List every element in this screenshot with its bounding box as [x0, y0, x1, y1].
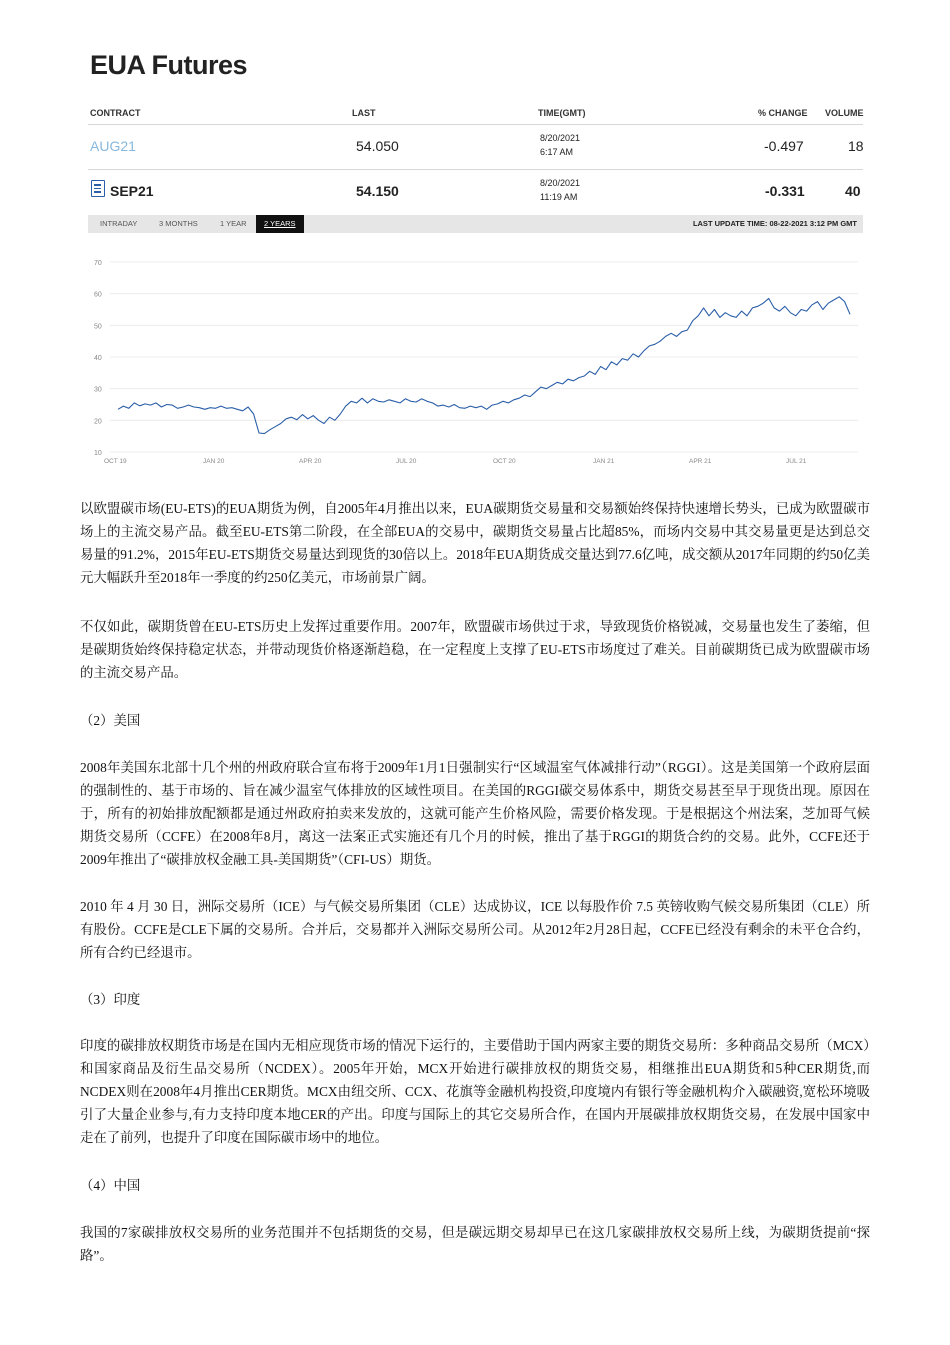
x-tick-label: OCT 20 — [493, 458, 516, 465]
trade-clock: 6:17 AM — [540, 147, 574, 157]
x-axis — [104, 458, 807, 465]
price-line — [118, 297, 850, 434]
contract-label[interactable]: SEP21 — [110, 183, 154, 199]
trade-date: 8/20/2021 — [540, 133, 581, 143]
volume: 40 — [845, 183, 861, 199]
y-tick-label: 50 — [94, 323, 102, 331]
y-tick-label: 10 — [94, 450, 102, 457]
range-tabs — [88, 215, 863, 233]
table-row[interactable] — [88, 125, 863, 170]
y-tick-label: 30 — [94, 386, 102, 394]
article-body — [80, 1034, 870, 1149]
chart-grid — [110, 262, 858, 452]
x-tick-label: JUL 20 — [396, 458, 417, 465]
heading-india: （3）印度 — [80, 992, 141, 1007]
last-update-time: LAST UPDATE TIME: 08-22-2021 3:12 PM GMT — [692, 219, 857, 228]
volume: 18 — [848, 138, 864, 154]
percent-change: -0.331 — [765, 183, 805, 199]
trade-time — [540, 131, 580, 159]
header-time: TIME(GMT) — [538, 108, 586, 118]
trade-time — [540, 176, 580, 204]
last-price: 54.050 — [356, 138, 399, 154]
table-header — [88, 100, 863, 125]
trade-clock: 11:19 AM — [540, 192, 578, 202]
paragraph: 印度的碳排放权期货市场是在国内无相应现货市场的情况下运行的，主要借助于国内两家主要的期货交易所：多种商品交易所（MCX）和国家商品及衍生品交易所（NCDEX）。2005年开始，MCX开始进行碳排放权的期货交易，相继推出EUA期货和5种CER期货,而NCDEX则在2008年4月推出CER期货。MCX由纽交所、CCX、花旗等金融机构投资,印度境内有银行等金融机构介入碳融资,宽松环境吸引了大量企业参与,有力支持印度本地CER的产出。印度与国际上的其它交易所合作，在国内开展碳排放权期货交易，在发展中国家中走在了前列，也提升了印度在国际碳市场中的地位。 — [80, 1038, 870, 1145]
last-price: 54.150 — [356, 183, 399, 199]
tab-3-months[interactable]: 3 MONTHS — [159, 219, 198, 228]
x-tick-label: JAN 20 — [203, 458, 225, 465]
heading-china: （4）中国 — [80, 1178, 141, 1193]
tab-1-year[interactable]: 1 YEAR — [220, 219, 247, 228]
x-tick-label: JAN 21 — [593, 458, 615, 465]
tab-intraday[interactable]: INTRADAY — [100, 219, 138, 228]
contract-link[interactable]: AUG21 — [90, 138, 136, 154]
y-tick-label: 70 — [94, 260, 102, 267]
price-chart — [88, 240, 863, 470]
paragraph: 不仅如此，碳期货曾在EU-ETS历史上发挥过重要作用。2007年，欧盟碳市场供过于求，导致现货价格锐减，交易量也发生了萎缩，但是碳期货始终保持稳定状态，并带动现货价格逐渐趋稳，在一定程度上支撑了EU-ETS市场度过了难关。目前碳期货已成为欧盟碳市场的主流交易产品。 — [80, 619, 870, 680]
header-contract: CONTRACT — [90, 108, 141, 118]
paragraph: 2008年美国东北部十几个州的州政府联合宣布将于2009年1月1日强制实行“区域温室气体减排行动”（RGGI）。这是美国第一个政府层面的强制性的、基于市场的、旨在减少温室气体排放的区域性项目。在美国的RGGI碳交易体系中，期货交易甚至早于现货出现。原因在于，所有的初始排放配额都是通过州政府拍卖来发放的，这就可能产生价格风险，需要价格发现。于是根据这个州法案，芝加哥气候期货交易所（CCFE）在2008年8月，离这一法案正式实施还有几个月的时候，推出了基于RGGI的期货合约的交易。此外，CCFE还于2009年推出了“碳排放权金融工具-美国期货”（CFI-US）期货。 — [80, 760, 870, 867]
article-body — [80, 1221, 870, 1267]
section-heading — [80, 1174, 870, 1197]
x-tick-label: APR 21 — [689, 458, 712, 465]
paragraph: 2010 年 4 月 30 日，洲际交易所（ICE）与气候交易所集团（CLE）达成协议，ICE 以每股作价 7.5 英镑收购气候交易所集团（CLE）所有股份。CCFE是CLE下属的交易所。合并后，交易都并入洲际交易所公司。从2012年2月28日起，CCFE已经没有剩余的未平仓合约，所有合约已经退市。 — [80, 899, 870, 960]
y-axis — [94, 260, 102, 457]
heading-usa: （2）美国 — [80, 713, 141, 728]
paragraph: 以欧盟碳市场(EU-ETS)的EUA期货为例，自2005年4月推出以来，EUA碳期货交易量和交易额始终保持快速增长势头，已成为欧盟碳市场上的主流交易产品。截至EU-ETS第二阶段，在全部EUA的交易中，碳期货交易量占比超85%，而场内交易中其交易量更是达到总交易量的91.2%，2015年EU-ETS期货交易量达到现货的30倍以上。2018年EUA期货成交量达到77.6亿吨，成交额从2017年同期的约50亿美元大幅跃升至2018年一季度的约250亿美元，市场前景广阔。 — [80, 501, 870, 585]
x-tick-label: JUL 21 — [786, 458, 807, 465]
tab-2-years[interactable]: 2 YEARS — [256, 215, 304, 233]
x-tick-label: OCT 19 — [104, 458, 127, 465]
article-body — [80, 895, 870, 964]
percent-change: -0.497 — [764, 138, 804, 154]
document-icon — [91, 180, 105, 197]
y-tick-label: 60 — [94, 291, 102, 299]
table-row[interactable] — [88, 170, 863, 214]
y-tick-label: 40 — [94, 355, 102, 362]
y-tick-label: 20 — [94, 418, 102, 426]
header-last: LAST — [352, 108, 376, 118]
header-volume: VOLUME — [825, 108, 864, 118]
article-body — [80, 756, 870, 871]
section-heading — [80, 988, 870, 1011]
section-heading — [80, 709, 870, 732]
paragraph: 我国的7家碳排放权交易所的业务范围并不包括期货的交易，但是碳远期交易却早已在这几家碳排放权交易所上线，为碳期货提前“探路”。 — [80, 1225, 870, 1263]
x-tick-label: APR 20 — [299, 458, 322, 465]
article-body — [80, 615, 870, 684]
page-title: EUA Futures — [90, 50, 248, 80]
futures-table — [88, 100, 863, 214]
trade-date: 8/20/2021 — [540, 178, 581, 188]
header-change: % CHANGE — [758, 108, 808, 118]
article-body — [80, 497, 870, 589]
